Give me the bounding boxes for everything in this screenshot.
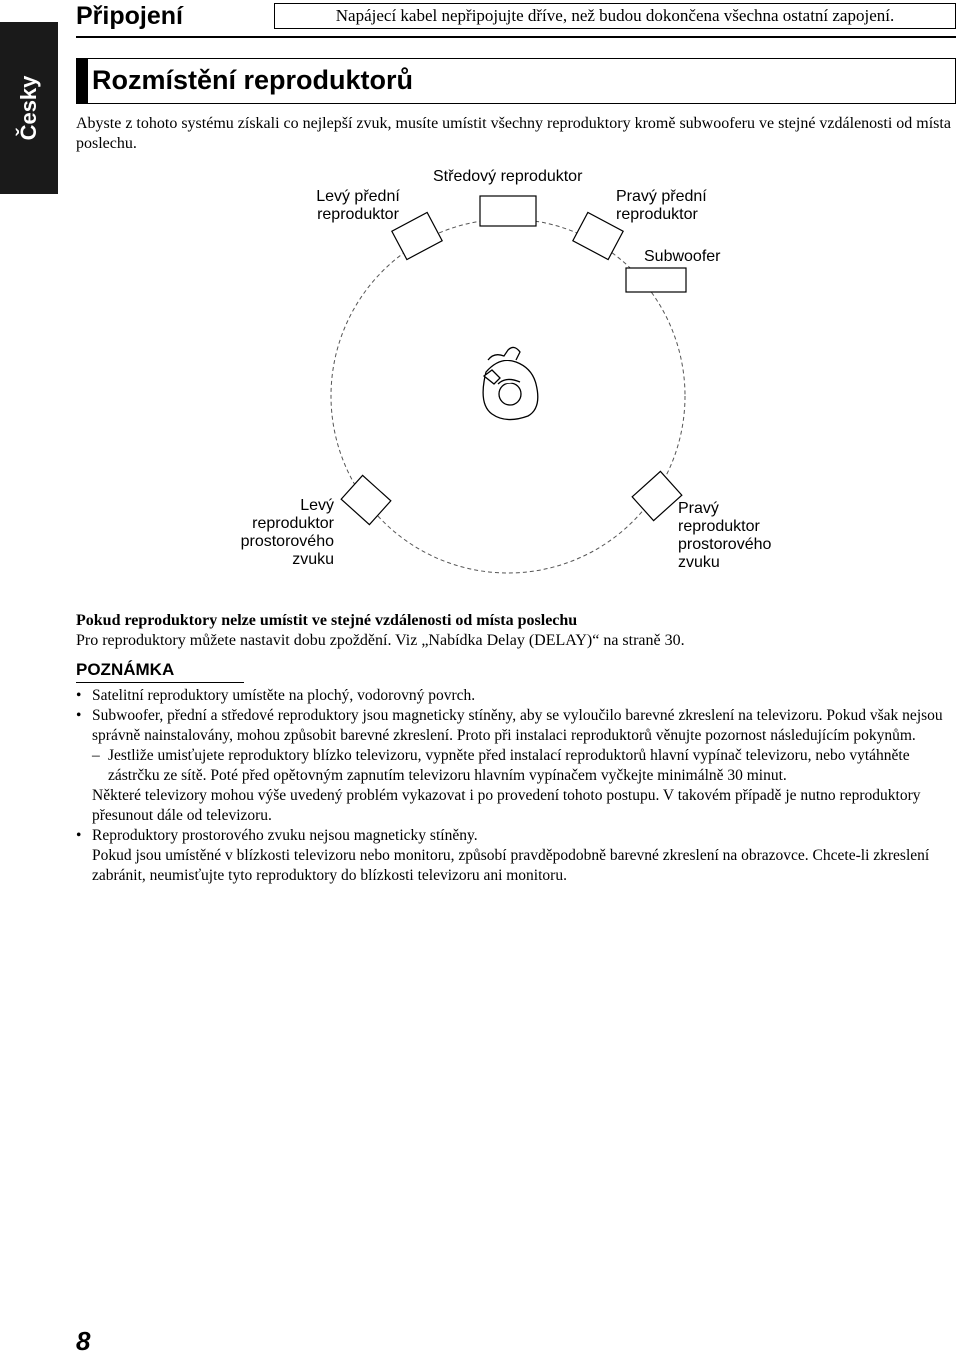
note-item: • Subwoofer, přední a středové reproduktory jsou magneticky stíněny, aby se vyloučilo barevné zkreslení na televizoru. Pokud však nejsou správně nainstalovány, mohou způsobit barevné zkreslení. Proto při instalaci reproduktorů věnujte pozornost následujícím pokynům. bbox=[76, 706, 956, 746]
surround-right-speaker bbox=[632, 471, 682, 520]
intro-paragraph: Abyste z tohoto systému získali co nejlepší zvuk, musíte umístit všechny reproduktory kromě subwooferu ve stejné vzdálenosti od místa poslechu. bbox=[76, 115, 951, 152]
note-item: • Satelitní reproduktory umístěte na plochý, vodorovný povrch. bbox=[76, 686, 956, 706]
note-list bbox=[76, 686, 956, 886]
center-label: Středový reproduktor bbox=[433, 168, 583, 185]
language-tab-label: Česky bbox=[16, 75, 41, 141]
note-subitem: – Jestliže umisťujete reproduktory blízko televizoru, vypněte před instalací reproduktorů hlavní vypínač televizoru, nebo vytáhněte zástrčku ze sítě. Poté před opětovným zapnutím televizoru hlavním vypínačem vyčkejte minimálně 30 minut. bbox=[76, 746, 956, 786]
surround-left-speaker bbox=[341, 475, 391, 524]
surround-right-label: Pravý reproduktor prostorového zvuku bbox=[678, 500, 772, 571]
listener-icon bbox=[483, 347, 538, 419]
subwoofer-label: Subwoofer bbox=[644, 248, 721, 265]
center-speaker bbox=[480, 196, 536, 226]
front-right-label: Pravý přední reproduktor bbox=[616, 188, 707, 223]
distance-text: Pro reproduktory můžete nastavit dobu zpoždění. Viz „Nabídka Delay (DELAY)“ na straně 30. bbox=[76, 632, 685, 649]
section-label: Připojení bbox=[76, 2, 183, 30]
note-continuation: Pokud jsou umístěné v blízkosti televizoru nebo monitoru, způsobí pravděpodobně barevné zkreslení na obrazovce. Chcete-li zkreslení zabránit, neumisťujte tyto reproduktory do blízkosti televizoru ani monitoru. bbox=[92, 847, 930, 884]
distance-section bbox=[76, 611, 956, 651]
front-left-label: Levý přední reproduktor bbox=[316, 188, 400, 223]
page-number: 8 bbox=[76, 1326, 91, 1356]
note-item: • Reproduktory prostorového zvuku nejsou magneticky stíněny. bbox=[76, 826, 956, 846]
page-title: Rozmístění reproduktorů bbox=[92, 65, 414, 95]
distance-heading: Pokud reproduktory nelze umístit ve stejné vzdálenosti od místa poslechu bbox=[76, 612, 578, 629]
note-heading: POZNÁMKA bbox=[76, 660, 244, 683]
subwoofer-box bbox=[626, 268, 686, 292]
note-continuation: Některé televizory mohou výše uvedený problém vykazovat i po provedení tohoto postupu. V takovém případě je nutno reproduktory přesunout dále od televizoru. bbox=[92, 787, 921, 824]
surround-left-label: Levý reproduktor prostorového zvuku bbox=[240, 497, 334, 568]
header-note: Napájecí kabel nepřipojujte dříve, než budou dokončena všechna ostatní zapojení. bbox=[274, 3, 956, 29]
speaker-diagram bbox=[0, 0, 960, 600]
